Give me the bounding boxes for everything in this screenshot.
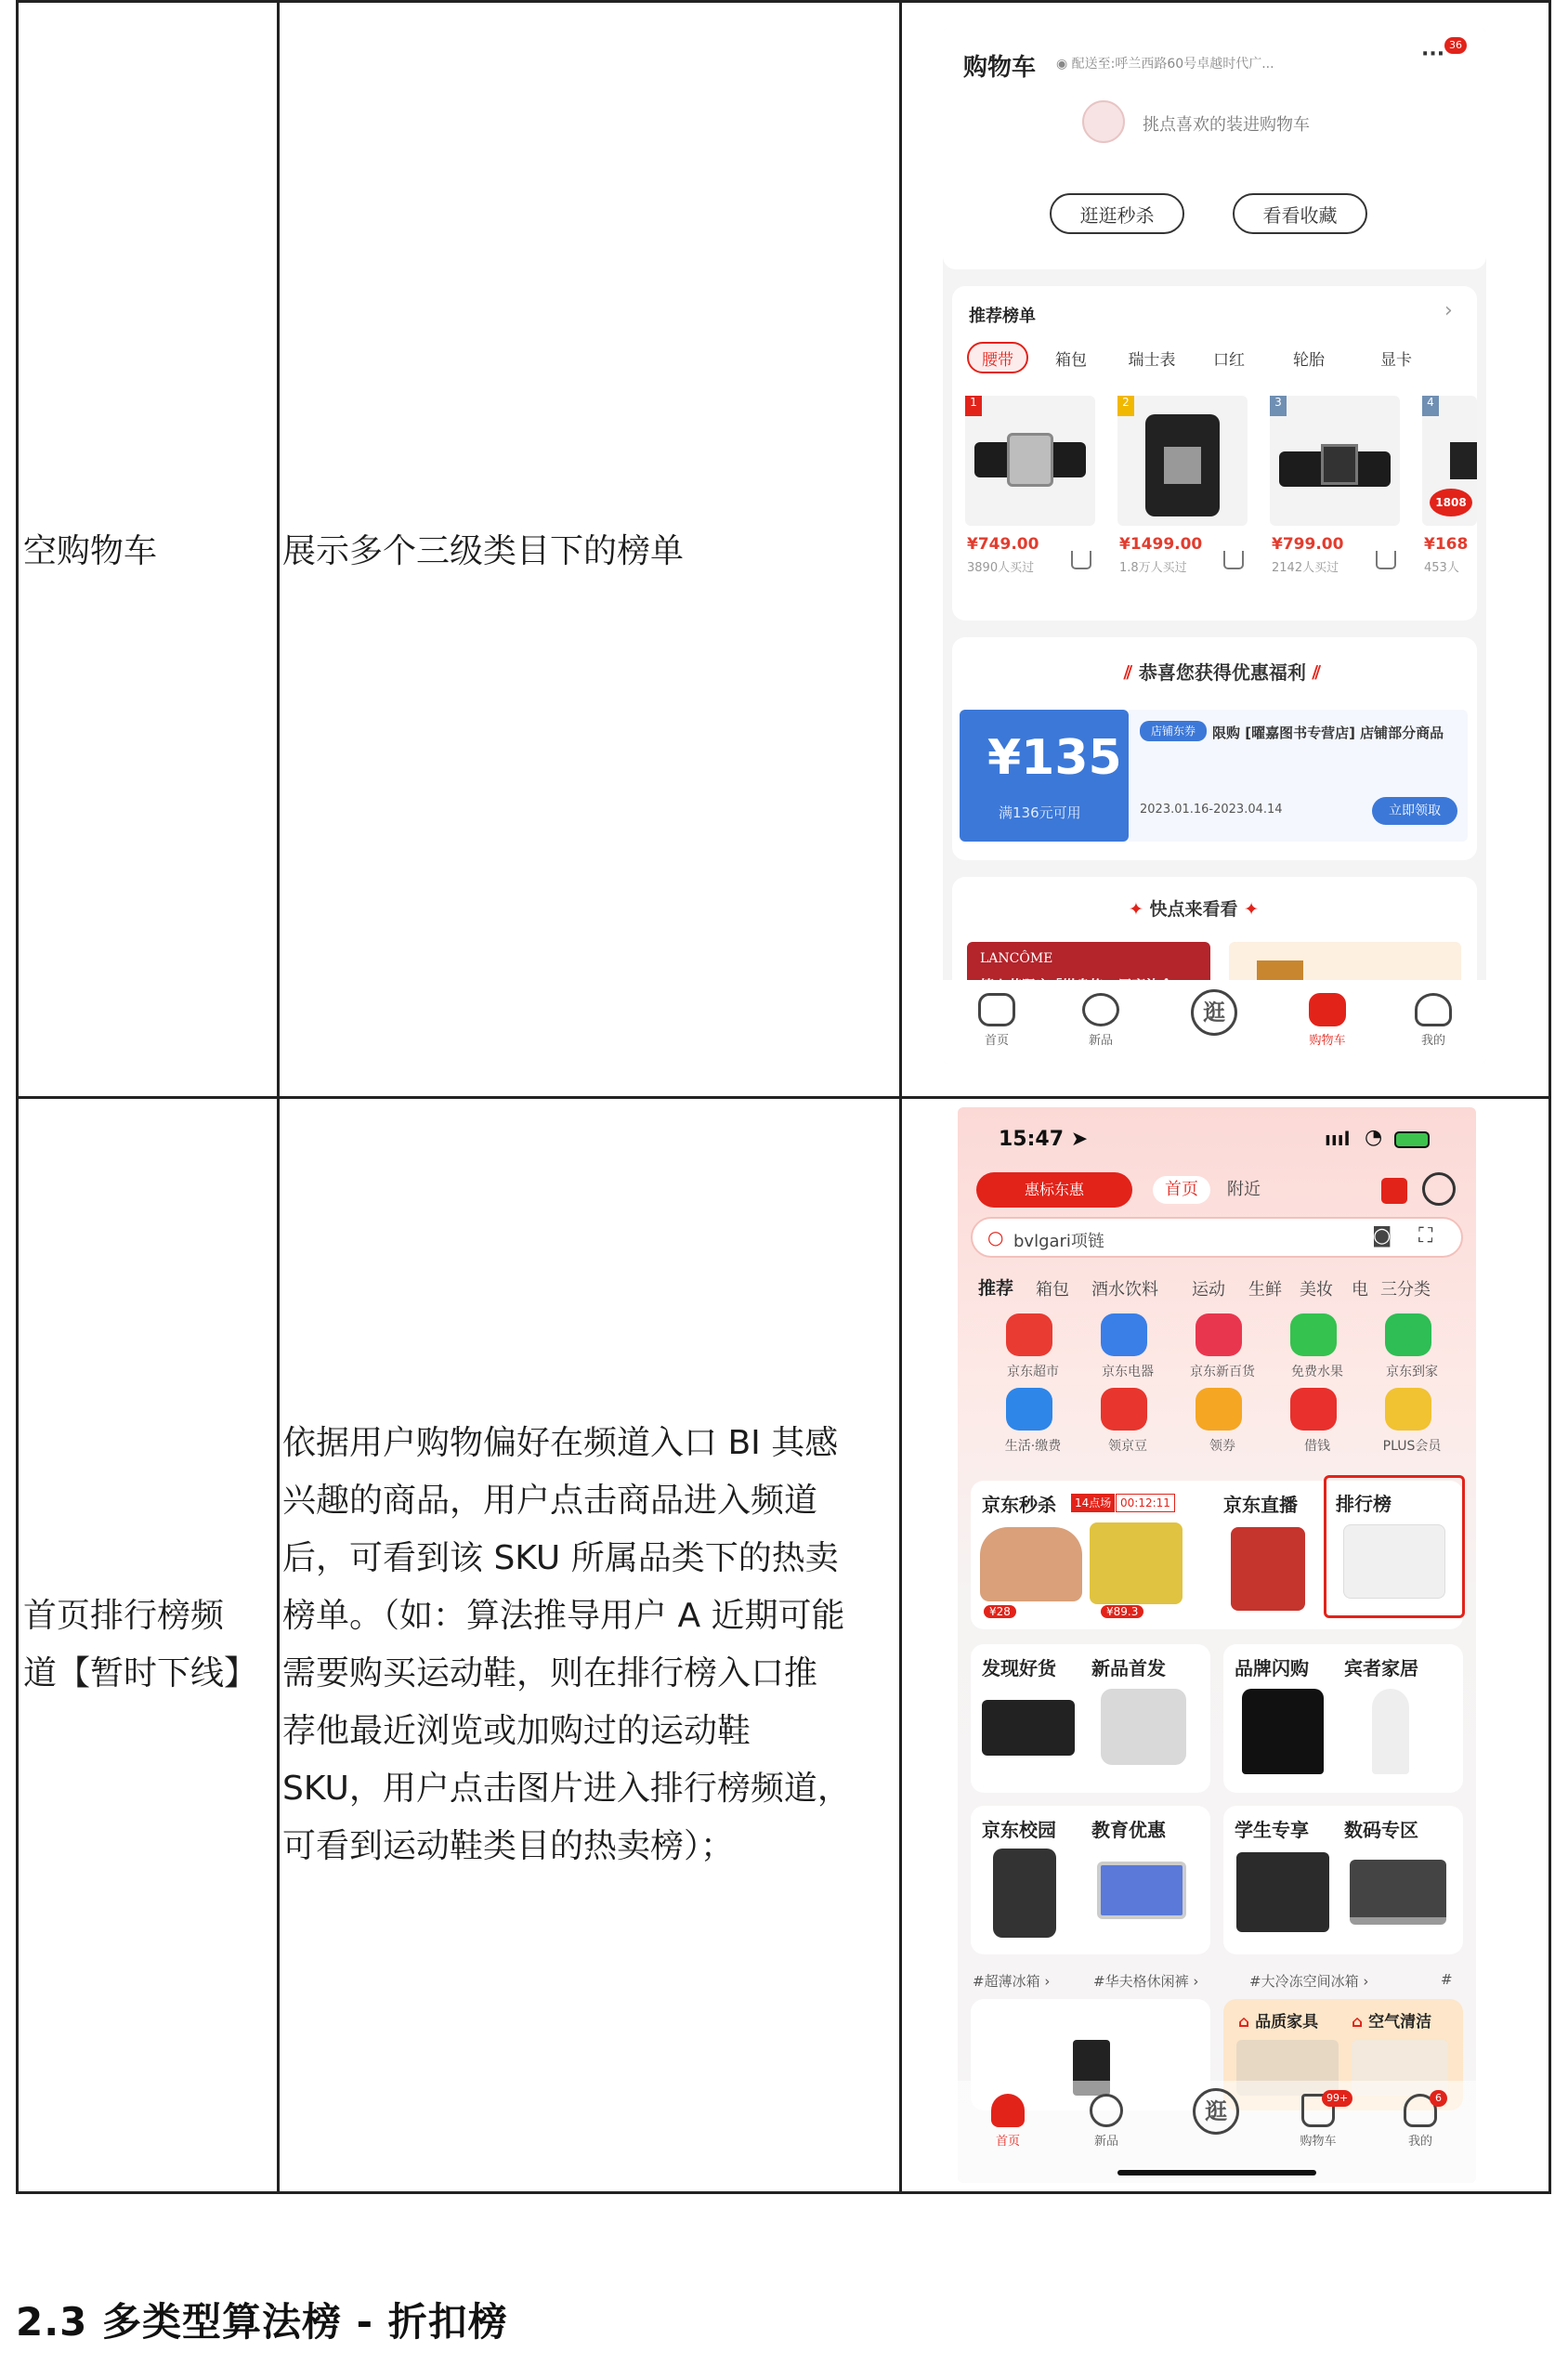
coupon-condition: 满136元可用	[999, 804, 1081, 821]
nav-label: 我的	[1420, 1034, 1445, 1048]
search-text: bvlgari项链	[1013, 1232, 1104, 1251]
section-heading: 2.3 多类型算法榜 - 折扣榜	[16, 2299, 508, 2345]
buckle-image	[1321, 444, 1358, 485]
nav-cart[interactable]	[1281, 2094, 1355, 2149]
row2-desc-line: SKU，用户点击图片进入排行榜频道，	[282, 1770, 851, 1808]
cart-bottom-nav	[943, 980, 1486, 1064]
shortcut-label: 京东到家	[1386, 1365, 1438, 1379]
decor-icon: ✦	[1129, 899, 1150, 920]
nav-label: 新品	[1093, 2135, 1118, 2149]
cosmetic-image	[1343, 1524, 1445, 1599]
tab-nearby[interactable]: 附近	[1227, 1180, 1261, 1199]
new-icon	[1082, 993, 1119, 1026]
category-menu[interactable]: 三分类	[1380, 1280, 1431, 1300]
seckill-countdown: 00:12:11	[1116, 1494, 1175, 1512]
tile-title: 京东校园	[982, 1819, 1056, 1841]
house-icon: ⌂	[1352, 2013, 1369, 2032]
category-chip[interactable]: 瑞士表	[1128, 350, 1176, 370]
promo-a	[1238, 2008, 1318, 2032]
belt-image	[1450, 442, 1477, 479]
feature-tile-row	[971, 1481, 1463, 1629]
cart-header-card	[943, 28, 1486, 269]
flash-sale-button[interactable]: 逛逛秒杀	[1050, 193, 1184, 234]
hashtag-link[interactable]: #华夫格休闲裤 ›	[1093, 1973, 1199, 1990]
coupon-amount-block[interactable]	[960, 710, 1129, 842]
coupon-card	[952, 637, 1477, 860]
ranking-title: 排行榜	[1336, 1493, 1392, 1515]
shortcut-label: 借钱	[1304, 1439, 1330, 1454]
model-image[interactable]	[1090, 1522, 1183, 1604]
shortcut-icon[interactable]	[1006, 1388, 1052, 1431]
rank-title: 推荐榜单	[969, 307, 1036, 326]
cart-badge: 99+	[1322, 2090, 1352, 2107]
rice-cooker-image	[1101, 1689, 1186, 1765]
home-icon	[978, 993, 1015, 1026]
seckill-title[interactable]: 京东秒杀	[982, 1494, 1056, 1516]
cart-title: 购物车	[963, 54, 1037, 82]
shortcut-label: 领券	[1209, 1439, 1235, 1454]
shortcut-icon[interactable]	[1385, 1388, 1431, 1431]
house-icon: ⌂	[1238, 2013, 1256, 2032]
cat-tab[interactable]: 酒水饮料	[1091, 1280, 1158, 1300]
shortcut-icon[interactable]	[1101, 1388, 1147, 1431]
row2-desc-line: 依据用户购物偏好在频道入口 BI 其感	[282, 1424, 839, 1462]
row2-desc-line: 荐他最近浏览或加购过的运动鞋	[282, 1712, 751, 1750]
coupon-desc: 限购 [曜嘉图书专营店] 店铺部分商品	[1212, 725, 1444, 741]
rank-badge: 4	[1422, 396, 1439, 416]
row2-desc-line: 榜单。（如：算法推导用户 A 近期可能	[282, 1597, 845, 1635]
shortcut-icon[interactable]	[1006, 1313, 1052, 1356]
hashtag-link[interactable]: #超薄冰箱 ›	[973, 1973, 1051, 1990]
empty-hint: 挑点喜欢的装进购物车	[1143, 115, 1310, 135]
nav-home[interactable]	[960, 993, 1034, 1048]
product-price: ¥749.00	[967, 535, 1039, 554]
product-image[interactable]	[965, 396, 1095, 526]
browse-icon: 逛	[1191, 989, 1237, 1036]
quick-look-title	[1129, 895, 1259, 921]
row2-desc-line: 可看到运动鞋类目的热卖榜）；	[282, 1827, 735, 1865]
scan-tile-icon[interactable]	[1381, 1178, 1407, 1204]
hashtag-link[interactable]: #	[1441, 1971, 1453, 1988]
favorites-button[interactable]: 看看收藏	[1233, 193, 1367, 234]
location-icon: ◉	[1056, 57, 1072, 72]
nav-me[interactable]	[1396, 993, 1470, 1048]
tile-title: 宾者家居	[1344, 1657, 1418, 1679]
feature-tile[interactable]	[971, 1806, 1210, 1954]
nav-me[interactable]	[1383, 2094, 1457, 2149]
status-time-text: 15:47	[999, 1128, 1065, 1151]
product-price: ¥168	[1424, 535, 1469, 554]
shortcut-icon[interactable]	[1196, 1313, 1242, 1356]
shortcut-label: 京东电器	[1102, 1365, 1154, 1379]
nav-new[interactable]	[1069, 2094, 1143, 2149]
decor-icon: ✦	[1237, 899, 1260, 920]
shortcut-icon[interactable]	[1196, 1388, 1242, 1431]
row2-feature-line: 首页排行榜频	[23, 1597, 225, 1635]
shortcut-label: 免费水果	[1291, 1365, 1343, 1379]
cat-tab-active[interactable]: 推荐	[978, 1278, 1014, 1299]
me-badge: 6	[1430, 2090, 1447, 2107]
add-to-cart-icon[interactable]	[1071, 551, 1091, 569]
tab-home[interactable]: 首页	[1153, 1176, 1210, 1204]
browse-icon: 逛	[1193, 2088, 1239, 2135]
buckle-image	[1007, 433, 1053, 487]
decor-icon: ⫽	[1305, 661, 1321, 684]
home-ranking-screenshot	[958, 1107, 1476, 2183]
empty-cart-screenshot	[943, 28, 1486, 1064]
coupon-header-text: 恭喜您获得优惠福利	[1138, 661, 1306, 684]
coupon-amount: ¥135	[987, 730, 1122, 786]
row2-desc-line: 后，可看到该 SKU 所属品类下的热卖	[282, 1539, 839, 1577]
quick-look-text: 快点来看看	[1149, 899, 1238, 920]
nav-browse[interactable]	[1179, 2088, 1253, 2135]
signal-icon: ıııl	[1325, 1128, 1351, 1150]
shortcut-icon[interactable]	[1101, 1313, 1147, 1356]
category-chip-active[interactable]: 腰带	[967, 342, 1028, 373]
tile-title: 教育优惠	[1091, 1819, 1166, 1841]
brand-tag[interactable]: 惠标东惠	[976, 1172, 1132, 1208]
product-sold: 1.8万人买过	[1119, 561, 1187, 575]
tile-title: 发现好货	[982, 1657, 1056, 1679]
category-chip[interactable]: 箱包	[1055, 350, 1087, 370]
product-sold: 2142人买过	[1272, 561, 1339, 575]
tshirt-image	[1242, 1689, 1324, 1774]
category-chip[interactable]: 口红	[1213, 350, 1245, 370]
search-icon: ○	[987, 1226, 1004, 1248]
feature-tile[interactable]	[971, 1644, 1210, 1793]
nav-cart[interactable]	[1290, 993, 1365, 1048]
row2-desc-line: 兴趣的商品，用户点击商品进入频道	[282, 1482, 818, 1520]
nav-new[interactable]	[1064, 993, 1138, 1048]
coupon-store-tag: 店铺东券	[1140, 721, 1207, 741]
wifi-icon: ◔	[1365, 1126, 1383, 1149]
row2-desc-line: 需要购买运动鞋，则在排行榜入口推	[282, 1654, 818, 1692]
scan-icon[interactable]: ⛶	[1418, 1224, 1433, 1248]
home-indicator	[1117, 2170, 1316, 2175]
camera-icon[interactable]: ◙	[1372, 1224, 1392, 1248]
seckill-time-tag: 14点场	[1071, 1494, 1115, 1512]
user-icon	[1415, 993, 1452, 1026]
product-sold: 3890人买过	[967, 561, 1035, 575]
rank-badge: 1	[965, 396, 982, 416]
nav-home[interactable]	[971, 2094, 1045, 2149]
row1-feature: 空购物车	[23, 532, 158, 570]
message-badge: 36	[1444, 37, 1467, 54]
nav-label: 购物车	[1309, 1034, 1346, 1048]
cat-tab[interactable]: 运动	[1192, 1280, 1225, 1300]
shortcut-icon[interactable]	[1385, 1313, 1431, 1356]
coupon-detail-block	[1129, 710, 1468, 842]
promo-badge: 1808	[1430, 489, 1472, 516]
product-price: ¥799.00	[1272, 535, 1344, 554]
sandal-image[interactable]	[980, 1527, 1082, 1601]
coupon-header	[1124, 658, 1321, 685]
category-chip[interactable]: 显卡	[1380, 350, 1412, 370]
cat-tab[interactable]: 电	[1352, 1280, 1368, 1300]
laptop-image	[1097, 1862, 1186, 1919]
add-to-cart-icon[interactable]	[1376, 551, 1396, 569]
liquor-image[interactable]	[1231, 1527, 1305, 1611]
nav-browse[interactable]	[1177, 989, 1251, 1036]
row2-feature	[23, 1588, 257, 1703]
table-row-divider	[19, 1096, 1548, 1099]
rank-arrow-icon[interactable]: ›	[1444, 299, 1453, 322]
nav-label: 首页	[984, 1034, 1009, 1048]
feature-tile[interactable]	[1223, 1806, 1463, 1954]
message-icon[interactable]	[1422, 1172, 1456, 1206]
product-sold: 453人	[1424, 561, 1459, 575]
battery-icon	[1394, 1131, 1430, 1148]
hashtag-link[interactable]: #大冷冻空间冰箱 ›	[1249, 1973, 1369, 1990]
rank-badge: 3	[1270, 396, 1287, 416]
product-image[interactable]	[1117, 396, 1248, 526]
shortcut-label: 生活·缴费	[1004, 1439, 1062, 1454]
status-time: 15:47 ➤	[999, 1128, 1089, 1151]
promo-b-text: 空气清洁	[1368, 2013, 1432, 2032]
row2-feature-line: 道【暂时下线】	[23, 1654, 258, 1692]
glass-image	[1372, 1689, 1409, 1774]
seckill-price: ¥89.3	[1101, 1605, 1143, 1618]
shortcut-label: 领京豆	[1108, 1439, 1147, 1454]
product-price: ¥1499.00	[1119, 535, 1203, 554]
nav-label: 购物车	[1300, 2135, 1337, 2149]
cart-address[interactable]	[1056, 54, 1274, 72]
coupon-dates: 2023.01.16-2023.04.14	[1140, 803, 1283, 817]
cart-icon	[1309, 993, 1346, 1026]
shortcut-label: 京东新百货	[1190, 1365, 1255, 1379]
cat-tab[interactable]: 箱包	[1036, 1280, 1069, 1300]
computer-image	[1350, 1860, 1446, 1925]
shortcut-label: 京东超市	[1007, 1365, 1059, 1379]
decor-icon: ⫽	[1124, 661, 1139, 684]
buckle-image	[1164, 447, 1201, 484]
new-icon	[1090, 2094, 1123, 2127]
category-chip[interactable]: 轮胎	[1293, 350, 1325, 370]
seckill-price: ¥28	[984, 1605, 1016, 1618]
cart-address-text: 配送至:呼兰西路60号卓越时代广...	[1071, 57, 1274, 72]
shortcut-icon[interactable]	[1290, 1313, 1337, 1356]
rank-list-card	[952, 286, 1477, 621]
home-bottom-nav	[958, 2081, 1476, 2183]
promo-a-text: 品质家具	[1255, 2013, 1319, 2032]
add-to-cart-icon[interactable]	[1223, 551, 1244, 569]
product-box-image	[982, 1700, 1075, 1756]
cat-tab[interactable]: 美妆	[1300, 1280, 1333, 1300]
search-input[interactable]	[971, 1217, 1463, 1258]
lancome-brand: LANCÔME	[980, 951, 1053, 966]
promo-b	[1352, 2008, 1431, 2032]
tile-title: 数码专区	[1344, 1819, 1418, 1841]
row2-description	[282, 1415, 851, 1875]
row1-description: 展示多个三级类目下的榜单	[282, 532, 685, 570]
ranking-entry-highlight[interactable]	[1324, 1475, 1465, 1618]
nav-label: 首页	[995, 2135, 1020, 2149]
claim-coupon-button[interactable]: 立即领取	[1372, 797, 1457, 825]
tile-title: 品牌闪购	[1235, 1657, 1309, 1679]
nav-label: 新品	[1088, 1034, 1113, 1048]
empty-cart-icon	[1082, 100, 1125, 143]
more-icon[interactable]: ···	[1421, 43, 1445, 66]
live-title[interactable]: 京东直播	[1223, 1494, 1298, 1516]
poster-image	[1236, 1852, 1329, 1932]
shortcut-icon[interactable]	[1290, 1388, 1337, 1431]
tile-title: 新品首发	[1091, 1657, 1166, 1679]
feature-tile[interactable]	[1223, 1644, 1463, 1793]
shortcut-label: PLUS会员	[1382, 1439, 1442, 1454]
cat-tab[interactable]: 生鲜	[1248, 1280, 1282, 1300]
nav-label: 我的	[1407, 2135, 1432, 2149]
rank-badge: 2	[1117, 396, 1134, 416]
phone-image	[993, 1849, 1056, 1938]
product-image[interactable]	[1270, 396, 1400, 526]
tile-title: 学生专享	[1235, 1819, 1309, 1841]
product-image[interactable]	[1422, 396, 1477, 526]
home-icon	[991, 2094, 1025, 2127]
